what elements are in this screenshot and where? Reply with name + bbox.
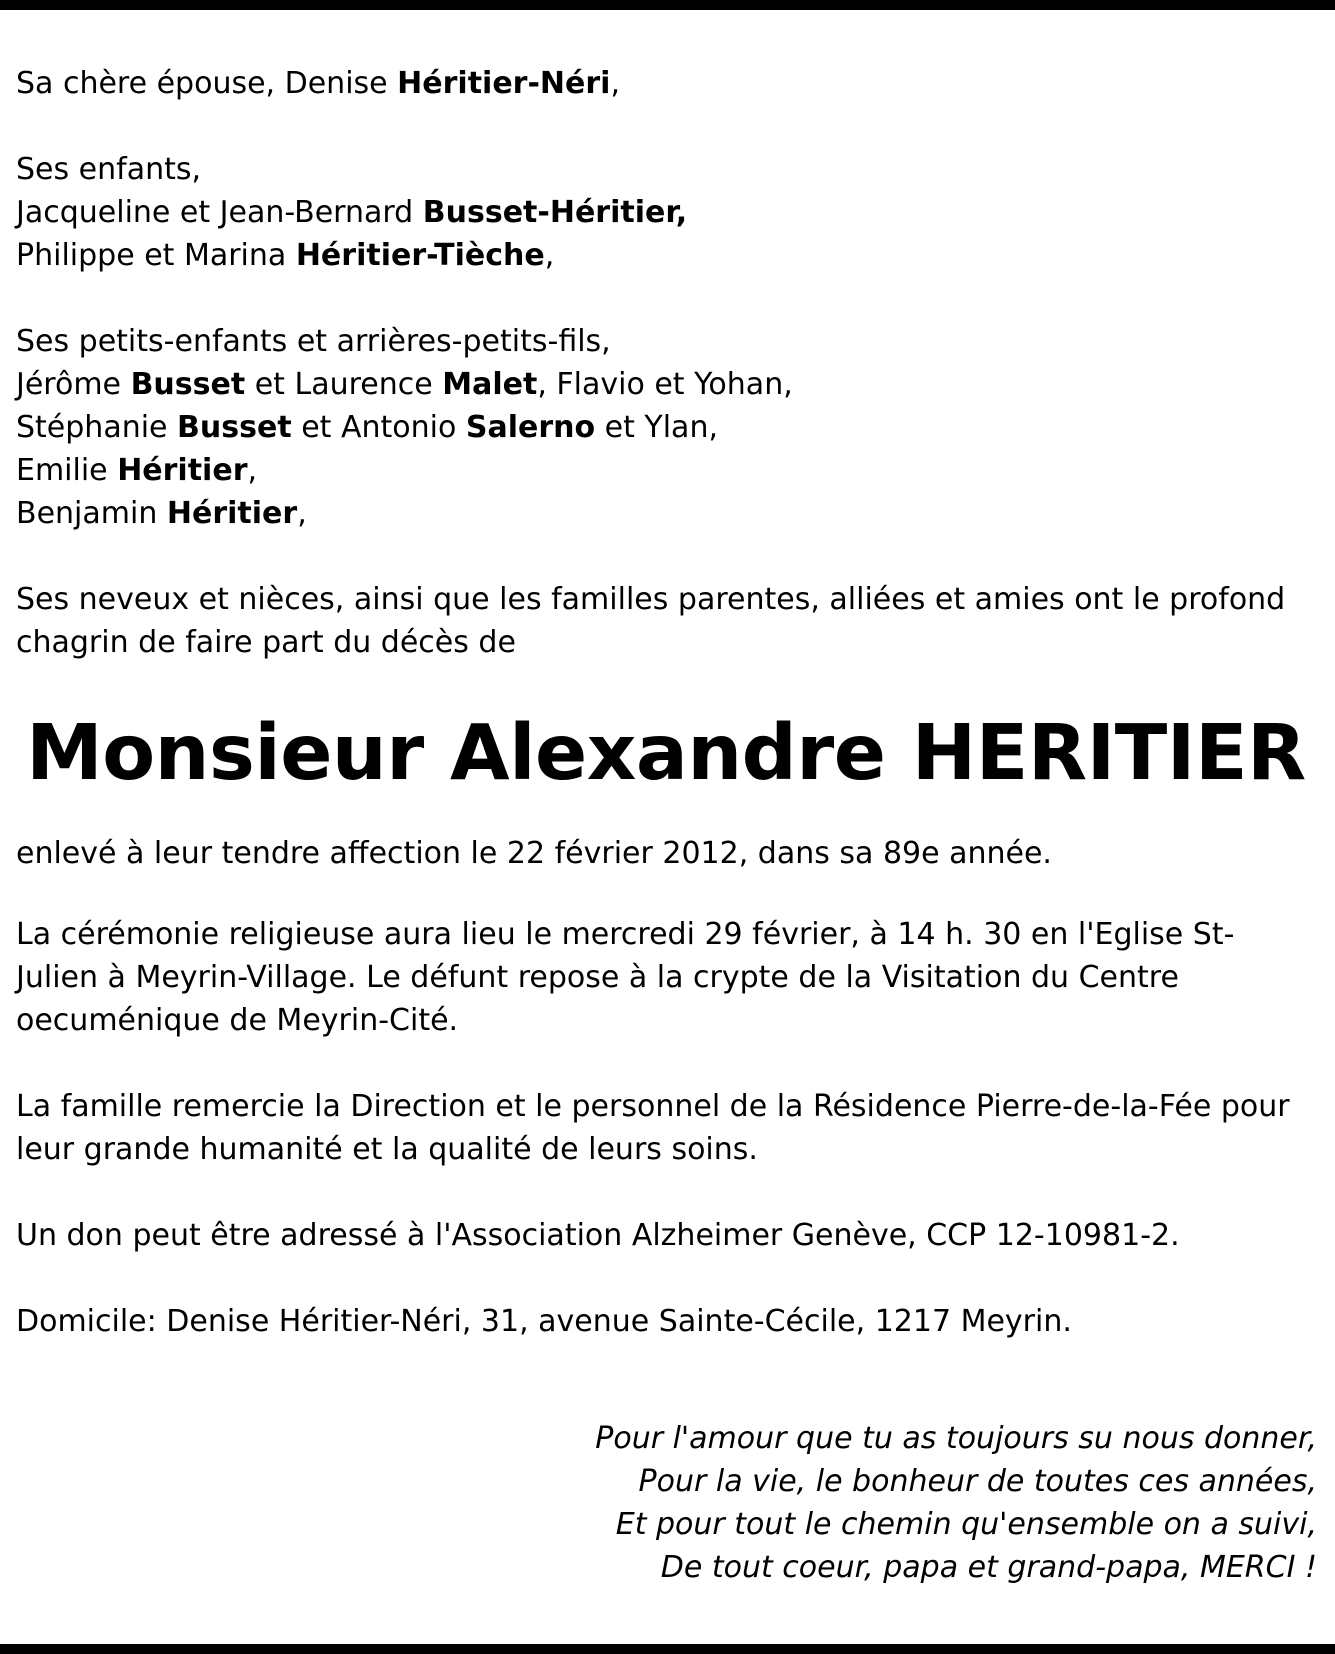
text-run: et Ylan, [595,410,718,445]
poem-line: Pour l'amour que tu as toujours su nous donner, [595,1421,1317,1456]
child-line [16,191,1316,234]
death-paragraph [16,832,1316,875]
surname-text: Malet [442,367,538,402]
deceased-name-heading: Monsieur Alexandre HERITIER [26,709,1306,798]
spacer [16,1257,1316,1300]
death-line: enlevé à leur tendre affection le 22 février 2012, dans sa 89e année. [16,836,1052,871]
obituary-body [16,62,1316,1343]
domicile-paragraph [16,1300,1316,1343]
grandchild-line [16,449,1316,492]
surname-text: Héritier [117,453,248,488]
spacer [16,875,1316,913]
domicile-line: Domicile: Denise Héritier-Néri, 31, avenue Sainte-Cécile, 1217 Meyrin. [16,1304,1072,1339]
spacer [16,804,1316,832]
poem-line: Pour la vie, le bonheur de toutes ces années, [638,1464,1317,1499]
donation-line: Un don peut être adressé à l'Association Alzheimer Genève, CCP 12-10981-2. [16,1218,1180,1253]
text-run: Sa chère épouse, Denise [16,66,398,101]
surname-text: Busset [130,367,246,402]
text-run: Benjamin [16,496,167,531]
grandchildren-heading: Ses petits-enfants et arrières-petits-fils, [16,324,611,359]
closing-poem [595,1417,1317,1589]
children-heading: Ses enfants, [16,152,202,187]
text-run: , [247,453,258,488]
surname-text: Héritier [166,496,298,531]
ceremony-line: oecuménique de Meyrin-Cité. [16,1003,459,1038]
children-paragraph [16,148,1316,277]
text-run: Emilie [16,453,118,488]
text-run: Jérôme [16,367,131,402]
announcement-paragraph [16,578,1316,664]
top-border-rule [0,0,1335,10]
ceremony-paragraph [16,913,1316,1042]
grandchild-line [16,406,1316,449]
donation-paragraph [16,1214,1316,1257]
text-run: et Laurence [245,367,443,402]
text-run: , [610,66,620,101]
spacer [16,664,1316,704]
text-run: Stéphanie [16,410,178,445]
spacer [16,1171,1316,1214]
poem-line: De tout coeur, papa et grand-papa, MERCI ! [660,1550,1317,1585]
announcement-line: Ses neveux et nièces, ainsi que les familles parentes, alliées et amies ont le profond [16,582,1286,617]
surname-text: Héritier-Tièche [295,238,545,273]
ceremony-line: La cérémonie religieuse aura lieu le mercredi 29 février, à 14 h. 30 en l'Eglise St- [16,917,1235,952]
thanks-paragraph [16,1085,1316,1171]
text-run: , Flavio et Yohan, [537,367,793,402]
text-run: Philippe et Marina [16,238,296,273]
text-run: Jacqueline et Jean-Bernard [16,195,423,230]
grandchild-line [16,492,1316,535]
poem-line: Et pour tout le chemin qu'ensemble on a suivi, [615,1507,1317,1542]
text-run: , [544,238,555,273]
grandchildren-paragraph [16,320,1316,535]
surname-text: Busset [177,410,292,445]
spouse-line [16,62,1316,105]
spouse-paragraph [16,62,1316,105]
announcement-line: chagrin de faire part du décès de [16,625,516,660]
thanks-line: leur grande humanité et la qualité de leurs soins. [16,1132,758,1167]
child-line [16,234,1316,277]
text-run: , [297,496,307,531]
spacer [16,277,1316,320]
spacer [16,535,1316,578]
spacer [16,1042,1316,1085]
ceremony-line: Julien à Meyrin-Village. Le défunt repose à la crypte de la Visitation du Centre [16,960,1179,995]
grandchild-line [16,363,1316,406]
surname-text: Busset-Héritier, [422,195,688,230]
text-run: et Antonio [291,410,466,445]
bottom-border-rule [0,1644,1335,1654]
surname-text: Héritier-Néri [397,66,611,101]
spacer [16,105,1316,148]
thanks-line: La famille remercie la Direction et le personnel de la Résidence Pierre-de-la-Fée pour [16,1089,1290,1124]
surname-text: Salerno [465,410,596,445]
